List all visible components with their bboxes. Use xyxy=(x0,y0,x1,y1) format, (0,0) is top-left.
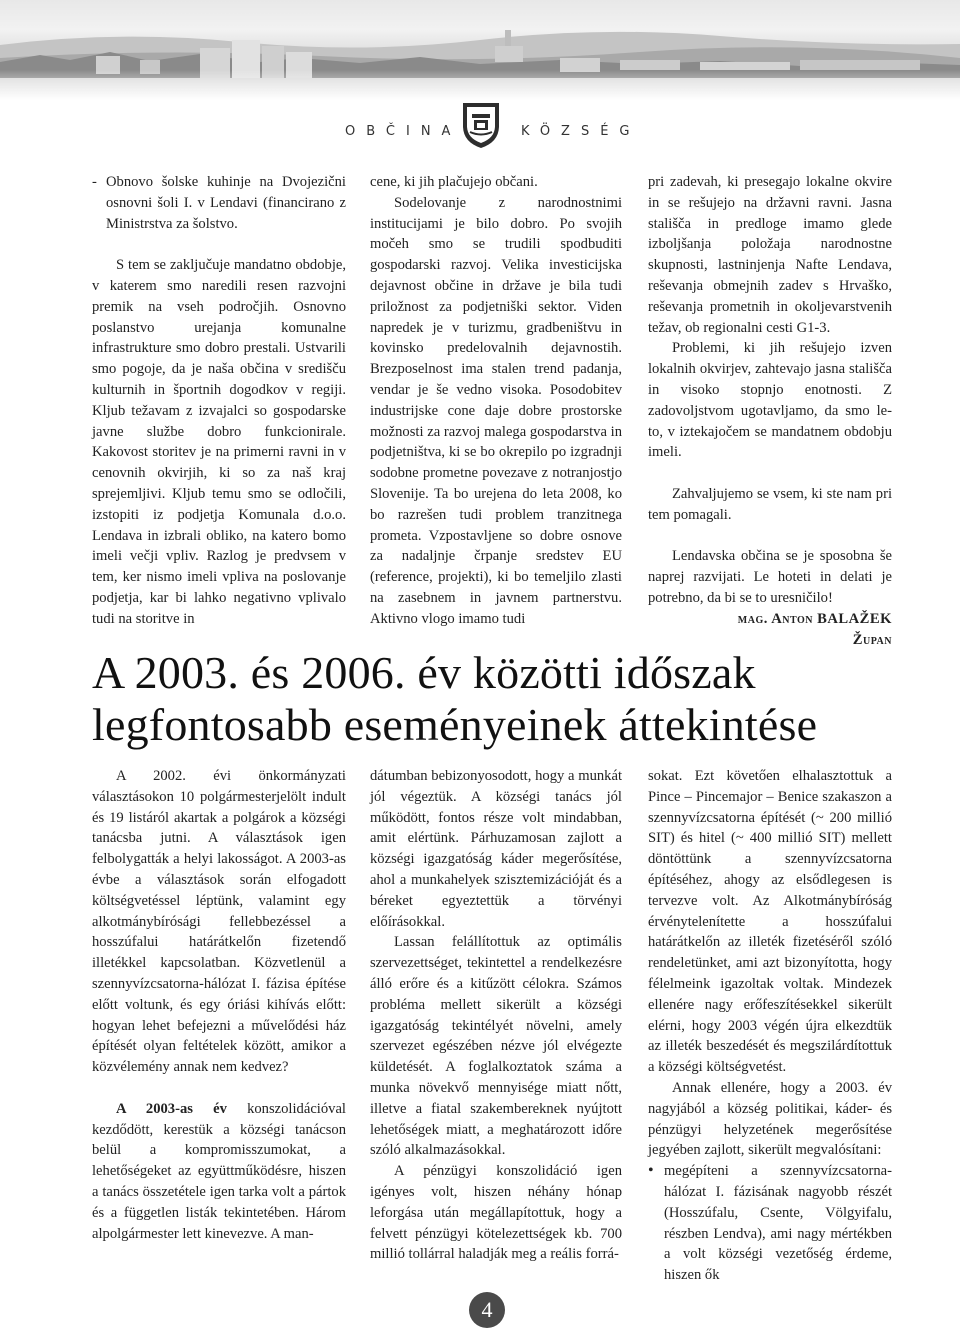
list-item-text: Obnovo šolske kuhinje na Dvojezični osnovni šoli I. v Lendavi (financirano z Ministrstva za šolstvo. xyxy=(106,174,346,232)
paragraph-continuation: cene, ki jih plačujejo občani. xyxy=(370,174,538,190)
masthead-left-word: OBČINA xyxy=(345,124,462,139)
paragraph: Annak ellenére, hogy a 2003. év nagyjából a község politikai, káder- és pénzügyi helyzetének megerősítése jegyében zajlott, sikerült megvalósítani: xyxy=(648,1079,892,1159)
paragraph: A pénzügyi konszolidáció igen igényes volt, hiszen néhány hónap leforgása után megállapítottuk, hogy a felvett pénzügyi kötelezettségek kb. 700 millió tollárral haladják meg a reális forrá- xyxy=(370,1163,622,1263)
bottom-column-1 xyxy=(92,766,346,1244)
headline-line-2: legfontosabb eseményeinek áttekintése xyxy=(92,699,818,750)
paragraph-continuation: dátumban bebizonyosodott, hogy a munkát jól végeztük. A községi tanács jól működött, fontos része volt mindabban, amit elértünk. Párhuzamosan zajlott a községi igazgatóság káder megerősítése, ahol a munkahelyek szisztemizációját és a béreket egyeztettük a törvényi előírásokkal. xyxy=(370,768,622,930)
masthead xyxy=(0,100,960,160)
top-column-1 xyxy=(92,172,346,630)
paragraph: A 2002. évi önkormányzati választásokon 10 polgármesterjelölt indult és 19 listáról akartak a polgárok a községi tanácsba jutni. A választások igen felbolygatták a helyi lakosságot. A 2003-as évbe a választások során elfogadott költségvetéssel léptünk, valamint egy alkotmánybírósági fellebbezéssel a hosszúfalui határátkelőn fizetendő illetékkel kapcsolatban. Közvetlenül a szennyvízcsatorna-hálózat I. fázisa építése előtt voltunk, és egy óriási kihívás előtt: hogyan lehet befejezni a művelődési ház építését olyan feltételek között, amikor a közvélemény annak nem kedvez? xyxy=(92,768,346,1076)
paragraph: Zahvaljujemo se vsem, ki ste nam pri tem pomagali. xyxy=(648,485,892,523)
headline-line-1: A 2003. és 2006. év közötti időszak xyxy=(92,647,756,698)
paragraph-continuation: sokat. Ezt követően elhalasztottuk a Pince – Pincemajor – Benice szakaszon a szennyvízcsatorna építését (~ 200 millió SIT) és hitel (~ 400 millió SIT) mellett döntöttünk a szennyvízcsatorna építéséhez, ahogy az elsődlegesen is tervezve volt. Az Alkotmánybíróság érvénytelenítette a hosszúfalui határátkelőn az illeték fizetéséről szóló rendeletünket, ami azt bizonyította, hogy félelmeink igazoltak voltak. Mindezek ellenére nagy erőfeszítésekkel sikerült elérni, hogy 2003 végén újra elkezdtük az illeték beszedését és megszilárdítottuk a községi költségvetést. xyxy=(648,768,892,1076)
paragraph: Lassan felállítottuk az optimális szervezettséget, tekintettel a rendelkezésre álló erőre és a kitűzött célokra. Számos probléma mellett sikerült a községi igazgatóság tekintélyét növelni, amely szervezet egészében nézve jól elvégezte küldetését. A foglalkoztatok száma a munka növekvő mennyisége miatt nőtt, illetve a fiatal szakembereknek nyújtott lehetőségek miatt, a meghatározott időre szóló alkalmazásokkal. xyxy=(370,934,622,1159)
top-column-2 xyxy=(370,172,622,630)
paragraph: Sodelovanje z narodnostnimi institucijami je bilo dobro. Po svojih močeh smo se trudili spodbuditi gospodarski razvoj. Velika investicijska dejavnost občine in države je bila tudi priložnost za podjetniški sektor. Viden napredek je v turizmu, gradbeništvu in kovinsko predelovalnih dejavnostih. Brezposelnost ima stalen trend padanja, vendar je še vedno visoka. Posodobitev industrijske cone daje dobre prostorske možnosti za razvoj malega gospodarstva in podjetništva, ki se bo okrepilo po izgradnji sodobne prometne povezave z notranjostjo Slovenije. Ta bo urejena do leta 2008, ko bo razrešen tudi problem tranzitnega prometa. Vzpostavljene so dobre osnove za nadaljnje črpanje sredstev EU (reference, projekti), ki bo temeljilo zlasti na zasebnem in javnem partnerstvu. Aktivno vlogo imamo tudi xyxy=(370,194,622,627)
page-number: 4 xyxy=(469,1292,505,1328)
paragraph xyxy=(92,1099,346,1245)
paragraph-text: konszolidációval kezdődött, kerestük a községi tanácson belül a kompromisszumokat, a lehetőségeket az együttműködésre, hiszen a tanács összetétele igen tarka volt a pártok és a független listák tekintetében. Három alpolgármester lett kinevezve. A man- xyxy=(92,1100,346,1242)
masthead-right-word: KÖZSÉG xyxy=(521,124,641,139)
bottom-column-3 xyxy=(648,766,892,1286)
bottom-column-2 xyxy=(370,766,622,1265)
section-headline xyxy=(92,647,912,751)
town-panorama-banner xyxy=(0,0,960,100)
achievement-list xyxy=(648,1161,892,1286)
paragraph-continuation: pri zadevah, ki presegajo lokalne okvire in se rešujejo na državni ravni. Jasna stališča in predloge imamo glede izboljšanja položaja narodnostne skupnosti, lastninjenja Nafte Lendava, reševanja obmejnih zadev s Hrvaško, reševanja prometnih in okoljevarstvenih težav, ob regionalni cesti G1-3. xyxy=(648,174,892,336)
signature-name: mag. Anton BALAŽEK xyxy=(737,610,892,627)
list-item xyxy=(92,172,346,234)
signature-role: Župan xyxy=(852,631,892,648)
municipality-crest-icon xyxy=(460,100,502,150)
list-dash: - xyxy=(92,174,97,190)
list-item: • megépíteni a szennyvízcsatorna-hálózat I. fázisának nagyobb részét (Hosszúfalu, Csente, Völgyifalu, részben Lendva), ami nagy mértékben a volt községi vezetőség érdeme, hiszen ők xyxy=(648,1161,892,1286)
paragraph: S tem se zaključuje mandatno obdobje, v katerem smo naredili resen razvojni premik na vseh področjih. Osnovno poslanstvo urejanja komunalne infrastrukture smo dobro prestali. Ustvarili smo pogoje, da je naša občina v središču kulturnih in športnih dogodkov v regiji. Kljub težavam z izvajalci so gospodarske javne službe dobro funkcionirale. Kakovost storitev je na primerni ravni in v cenovnih okvirjih, ki so za naš kraj sprejemljivi. Kljub temu smo se odločili, izstopiti iz podjetja Komunala d.o.o. Lendava in izbrali obliko, na katero bomo imeli večji vpliv. Razlog je predvsem v tem, ker nismo imeli vpliva na poslovanje podjetja, kar bi lahko negativno vplivalo tudi na storitve in xyxy=(92,257,346,627)
top-column-3 xyxy=(648,172,892,650)
paragraph: Problemi, ki jih rešujejo izven lokalnih okvirjev, zahtevajo jasna stališča in visoko stopnjo enotnosti. Z zadovoljstvom ugotavljamo, da smo le- to, v iztekajočem se mandatnem obdobju imeli. xyxy=(648,340,892,461)
bold-lead: A 2003-as év xyxy=(116,1100,227,1117)
paragraph: Lendavska občina se je sposobna še naprej razvijati. Le hoteti in delati je potrebno, da bi se to uresničilo! xyxy=(648,548,892,606)
